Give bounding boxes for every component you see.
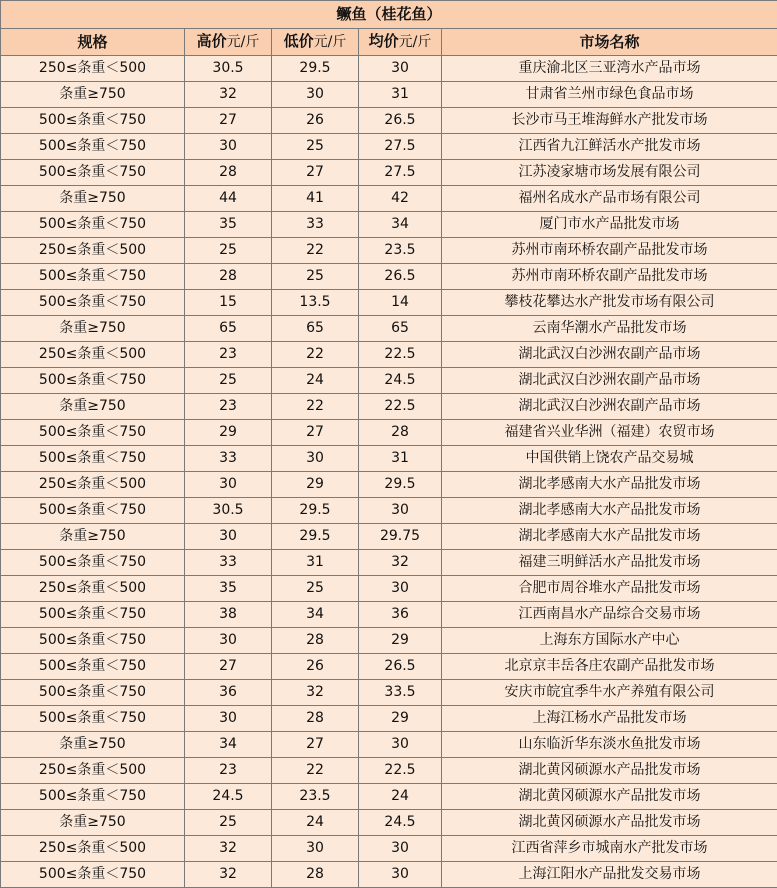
cell-spec: 500≤条重＜750 xyxy=(1,368,185,394)
cell-avg: 31 xyxy=(359,82,442,108)
cell-avg: 27.5 xyxy=(359,160,442,186)
table-row xyxy=(1,758,777,784)
cell-market: 苏州市南环桥农副产品批发市场 xyxy=(442,264,777,290)
cell-spec: 250≤条重＜500 xyxy=(1,472,185,498)
cell-avg: 26.5 xyxy=(359,264,442,290)
cell-low: 24 xyxy=(272,810,359,836)
cell-avg: 34 xyxy=(359,212,442,238)
cell-market: 云南华潮水产品批发市场 xyxy=(442,316,777,342)
cell-high: 28 xyxy=(185,264,272,290)
header-market: 市场名称 xyxy=(442,29,777,56)
cell-low: 24 xyxy=(272,368,359,394)
table-row xyxy=(1,498,777,524)
cell-spec: 500≤条重＜750 xyxy=(1,290,185,316)
table-row xyxy=(1,342,777,368)
cell-low: 22 xyxy=(272,758,359,784)
cell-low: 29 xyxy=(272,472,359,498)
cell-high: 32 xyxy=(185,862,272,888)
table-row xyxy=(1,628,777,654)
cell-high: 27 xyxy=(185,108,272,134)
cell-spec: 条重≥750 xyxy=(1,394,185,420)
table-row xyxy=(1,680,777,706)
cell-low: 25 xyxy=(272,264,359,290)
cell-low: 26 xyxy=(272,108,359,134)
cell-market: 湖北武汉白沙洲农副产品市场 xyxy=(442,394,777,420)
table-row xyxy=(1,420,777,446)
table-row xyxy=(1,550,777,576)
table-row xyxy=(1,368,777,394)
cell-low: 30 xyxy=(272,836,359,862)
header-low xyxy=(272,29,359,56)
cell-market: 攀枝花攀达水产批发市场有限公司 xyxy=(442,290,777,316)
table-row xyxy=(1,186,777,212)
cell-spec: 250≤条重＜500 xyxy=(1,342,185,368)
cell-high: 38 xyxy=(185,602,272,628)
cell-spec: 250≤条重＜500 xyxy=(1,758,185,784)
cell-avg: 22.5 xyxy=(359,758,442,784)
cell-market: 上海江阳水产品批发交易市场 xyxy=(442,862,777,888)
cell-market: 北京京丰岳各庄农副产品批发市场 xyxy=(442,654,777,680)
header-high xyxy=(185,29,272,56)
cell-high: 65 xyxy=(185,316,272,342)
cell-high: 29 xyxy=(185,420,272,446)
cell-avg: 26.5 xyxy=(359,108,442,134)
cell-spec: 500≤条重＜750 xyxy=(1,264,185,290)
cell-spec: 500≤条重＜750 xyxy=(1,498,185,524)
cell-avg: 24.5 xyxy=(359,368,442,394)
cell-spec: 500≤条重＜750 xyxy=(1,628,185,654)
cell-high: 23 xyxy=(185,758,272,784)
cell-high: 25 xyxy=(185,368,272,394)
cell-avg: 26.5 xyxy=(359,654,442,680)
header-high-label: 高价 xyxy=(197,32,227,50)
cell-spec: 500≤条重＜750 xyxy=(1,108,185,134)
header-avg xyxy=(359,29,442,56)
table-row xyxy=(1,82,777,108)
table-row xyxy=(1,836,777,862)
cell-market: 福州名成水产品市场有限公司 xyxy=(442,186,777,212)
cell-spec: 条重≥750 xyxy=(1,82,185,108)
cell-spec: 条重≥750 xyxy=(1,186,185,212)
cell-avg: 28 xyxy=(359,420,442,446)
cell-high: 28 xyxy=(185,160,272,186)
cell-low: 29.5 xyxy=(272,56,359,82)
cell-spec: 500≤条重＜750 xyxy=(1,446,185,472)
cell-market: 长沙市马王堆海鲜水产批发市场 xyxy=(442,108,777,134)
cell-spec: 500≤条重＜750 xyxy=(1,420,185,446)
cell-market: 湖北孝感南大水产品批发市场 xyxy=(442,498,777,524)
cell-high: 33 xyxy=(185,446,272,472)
cell-avg: 33.5 xyxy=(359,680,442,706)
cell-high: 23 xyxy=(185,342,272,368)
cell-spec: 条重≥750 xyxy=(1,524,185,550)
cell-market: 湖北孝感南大水产品批发市场 xyxy=(442,524,777,550)
cell-spec: 条重≥750 xyxy=(1,316,185,342)
cell-high: 34 xyxy=(185,732,272,758)
cell-spec: 500≤条重＜750 xyxy=(1,784,185,810)
cell-low: 28 xyxy=(272,862,359,888)
cell-market: 湖北黄冈硕源水产品批发市场 xyxy=(442,758,777,784)
table-row xyxy=(1,524,777,550)
cell-market: 湖北孝感南大水产品批发市场 xyxy=(442,472,777,498)
table-row xyxy=(1,290,777,316)
cell-low: 13.5 xyxy=(272,290,359,316)
table-row xyxy=(1,862,777,888)
cell-market: 湖北黄冈硕源水产品批发市场 xyxy=(442,784,777,810)
cell-low: 65 xyxy=(272,316,359,342)
cell-market: 安庆市皖宜季牛水产养殖有限公司 xyxy=(442,680,777,706)
cell-avg: 36 xyxy=(359,602,442,628)
cell-low: 34 xyxy=(272,602,359,628)
cell-low: 22 xyxy=(272,394,359,420)
cell-spec: 250≤条重＜500 xyxy=(1,56,185,82)
cell-low: 31 xyxy=(272,550,359,576)
table-row xyxy=(1,108,777,134)
cell-spec: 条重≥750 xyxy=(1,810,185,836)
header-low-label: 低价 xyxy=(284,32,314,50)
cell-low: 29.5 xyxy=(272,524,359,550)
cell-high: 30 xyxy=(185,628,272,654)
header-high-unit: 元/斤 xyxy=(227,34,260,50)
cell-avg: 27.5 xyxy=(359,134,442,160)
header-spec: 规格 xyxy=(1,29,185,56)
cell-avg: 22.5 xyxy=(359,394,442,420)
cell-avg: 31 xyxy=(359,446,442,472)
cell-market: 甘肃省兰州市绿色食品市场 xyxy=(442,82,777,108)
cell-avg: 32 xyxy=(359,550,442,576)
cell-spec: 250≤条重＜500 xyxy=(1,238,185,264)
cell-high: 25 xyxy=(185,238,272,264)
cell-avg: 29 xyxy=(359,706,442,732)
table-row xyxy=(1,160,777,186)
cell-low: 29.5 xyxy=(272,498,359,524)
table-row xyxy=(1,134,777,160)
cell-high: 35 xyxy=(185,212,272,238)
table-body xyxy=(1,56,777,888)
cell-avg: 29 xyxy=(359,628,442,654)
cell-low: 32 xyxy=(272,680,359,706)
cell-high: 44 xyxy=(185,186,272,212)
cell-market: 山东临沂华东淡水鱼批发市场 xyxy=(442,732,777,758)
cell-avg: 30 xyxy=(359,836,442,862)
table-row xyxy=(1,784,777,810)
cell-avg: 30 xyxy=(359,56,442,82)
cell-high: 35 xyxy=(185,576,272,602)
cell-spec: 500≤条重＜750 xyxy=(1,134,185,160)
cell-avg: 29.75 xyxy=(359,524,442,550)
table-row xyxy=(1,576,777,602)
table-title: 鳜鱼（桂花鱼） xyxy=(1,1,777,29)
cell-avg: 22.5 xyxy=(359,342,442,368)
cell-avg: 30 xyxy=(359,862,442,888)
table-row xyxy=(1,706,777,732)
cell-avg: 23.5 xyxy=(359,238,442,264)
cell-market: 江苏凌家塘市场发展有限公司 xyxy=(442,160,777,186)
cell-spec: 500≤条重＜750 xyxy=(1,602,185,628)
table-row xyxy=(1,446,777,472)
cell-high: 30.5 xyxy=(185,498,272,524)
cell-high: 32 xyxy=(185,836,272,862)
table-row xyxy=(1,264,777,290)
cell-market: 苏州市南环桥农副产品批发市场 xyxy=(442,238,777,264)
table-row xyxy=(1,316,777,342)
cell-low: 28 xyxy=(272,628,359,654)
cell-low: 33 xyxy=(272,212,359,238)
table-row xyxy=(1,472,777,498)
cell-avg: 65 xyxy=(359,316,442,342)
table-row xyxy=(1,394,777,420)
header-avg-unit: 元/斤 xyxy=(399,34,432,50)
cell-low: 26 xyxy=(272,654,359,680)
cell-market: 中国供销上饶农产品交易城 xyxy=(442,446,777,472)
cell-market: 江西省九江鲜活水产批发市场 xyxy=(442,134,777,160)
table-row xyxy=(1,56,777,82)
cell-low: 25 xyxy=(272,134,359,160)
table-row xyxy=(1,732,777,758)
cell-avg: 24 xyxy=(359,784,442,810)
cell-avg: 14 xyxy=(359,290,442,316)
cell-low: 28 xyxy=(272,706,359,732)
cell-market: 厦门市水产品批发市场 xyxy=(442,212,777,238)
cell-high: 33 xyxy=(185,550,272,576)
cell-spec: 500≤条重＜750 xyxy=(1,680,185,706)
header-avg-label: 均价 xyxy=(369,32,399,50)
cell-low: 27 xyxy=(272,732,359,758)
cell-low: 27 xyxy=(272,160,359,186)
cell-spec: 500≤条重＜750 xyxy=(1,706,185,732)
cell-low: 25 xyxy=(272,576,359,602)
cell-spec: 250≤条重＜500 xyxy=(1,836,185,862)
cell-high: 25 xyxy=(185,810,272,836)
table-row xyxy=(1,602,777,628)
cell-low: 23.5 xyxy=(272,784,359,810)
cell-high: 30 xyxy=(185,524,272,550)
cell-low: 30 xyxy=(272,82,359,108)
cell-high: 30 xyxy=(185,472,272,498)
cell-market: 合肥市周谷堆水产品批发市场 xyxy=(442,576,777,602)
cell-high: 32 xyxy=(185,82,272,108)
cell-market: 上海江杨水产品批发市场 xyxy=(442,706,777,732)
cell-spec: 500≤条重＜750 xyxy=(1,212,185,238)
title-row xyxy=(1,1,777,29)
cell-market: 江西南昌水产品综合交易市场 xyxy=(442,602,777,628)
cell-avg: 42 xyxy=(359,186,442,212)
header-low-unit: 元/斤 xyxy=(314,34,347,50)
cell-market: 福建三明鲜活水产品批发市场 xyxy=(442,550,777,576)
table-row xyxy=(1,238,777,264)
cell-market: 湖北黄冈硕源水产品批发市场 xyxy=(442,810,777,836)
cell-high: 27 xyxy=(185,654,272,680)
cell-avg: 30 xyxy=(359,498,442,524)
cell-low: 41 xyxy=(272,186,359,212)
cell-market: 湖北武汉白沙洲农副产品市场 xyxy=(442,342,777,368)
cell-high: 30 xyxy=(185,134,272,160)
table-row xyxy=(1,212,777,238)
cell-low: 27 xyxy=(272,420,359,446)
cell-avg: 29.5 xyxy=(359,472,442,498)
cell-high: 36 xyxy=(185,680,272,706)
cell-market: 湖北武汉白沙洲农副产品市场 xyxy=(442,368,777,394)
cell-high: 30.5 xyxy=(185,56,272,82)
cell-high: 24.5 xyxy=(185,784,272,810)
header-row xyxy=(1,29,777,56)
cell-spec: 条重≥750 xyxy=(1,732,185,758)
cell-spec: 500≤条重＜750 xyxy=(1,654,185,680)
cell-high: 15 xyxy=(185,290,272,316)
cell-spec: 500≤条重＜750 xyxy=(1,160,185,186)
cell-avg: 24.5 xyxy=(359,810,442,836)
cell-spec: 500≤条重＜750 xyxy=(1,550,185,576)
cell-low: 22 xyxy=(272,342,359,368)
cell-low: 22 xyxy=(272,238,359,264)
cell-high: 30 xyxy=(185,706,272,732)
table-row xyxy=(1,810,777,836)
cell-avg: 30 xyxy=(359,576,442,602)
table-row xyxy=(1,654,777,680)
cell-spec: 500≤条重＜750 xyxy=(1,862,185,888)
cell-spec: 250≤条重＜500 xyxy=(1,576,185,602)
cell-market: 上海东方国际水产中心 xyxy=(442,628,777,654)
cell-low: 30 xyxy=(272,446,359,472)
cell-avg: 30 xyxy=(359,732,442,758)
cell-market: 重庆渝北区三亚湾水产品市场 xyxy=(442,56,777,82)
cell-high: 23 xyxy=(185,394,272,420)
cell-market: 江西省萍乡市城南水产批发市场 xyxy=(442,836,777,862)
cell-market: 福建省兴业华洲（福建）农贸市场 xyxy=(442,420,777,446)
